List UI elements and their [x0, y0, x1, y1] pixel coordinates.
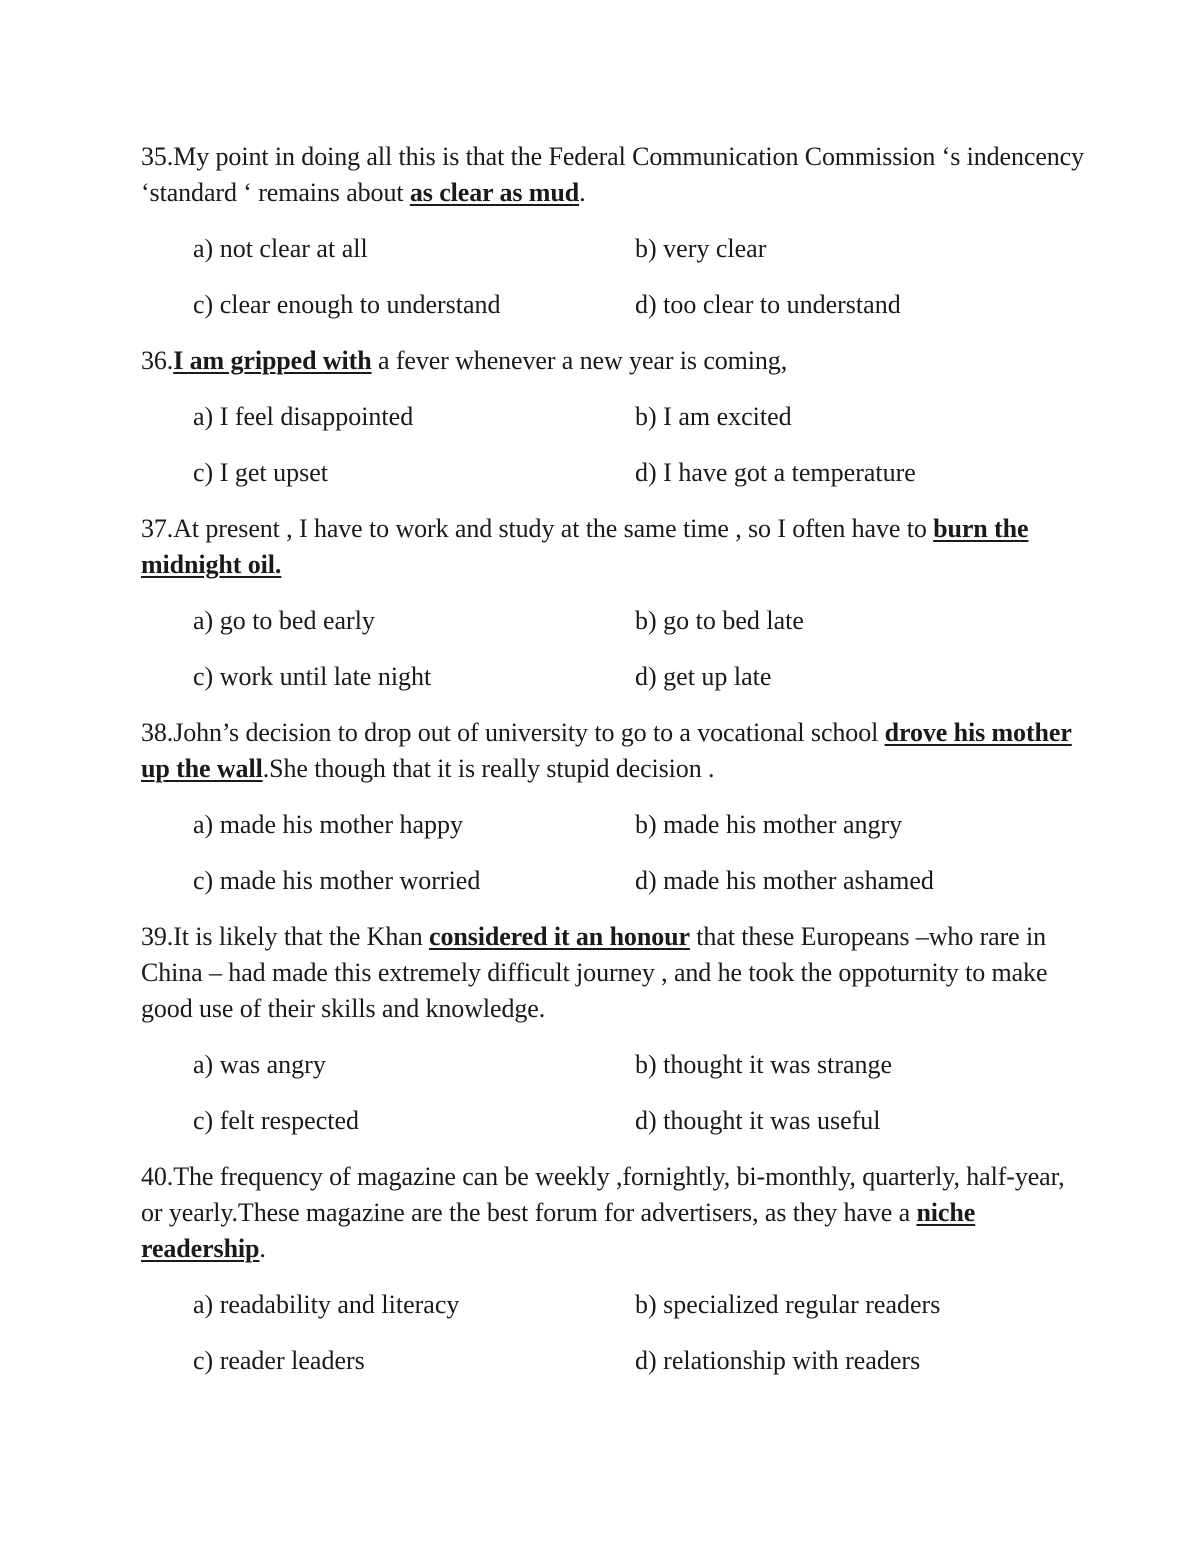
question-39-option-a[interactable]: a) was angry [193, 1050, 326, 1079]
question-36-option-c[interactable]: c) I get upset [193, 458, 329, 487]
question-40-option-d[interactable]: d) relationship with readers [635, 1346, 921, 1375]
question-35-option-c[interactable]: c) clear enough to understand [193, 290, 501, 319]
question-39-option-d[interactable]: d) thought it was useful [635, 1106, 881, 1135]
question-40-option-a[interactable]: a) readability and literacy [193, 1290, 460, 1319]
question-40-option-c[interactable]: c) reader leaders [193, 1346, 365, 1375]
question-35 [141, 139, 1101, 211]
question-39-text-end: that these Europeans –who rare in China – had made this extremely difficult journey , and he took the oppoturnity to make good use of their skills and knowledge. [141, 922, 1048, 1023]
question-39 [141, 919, 1101, 1027]
question-39-option-b[interactable]: b) thought it was strange [635, 1050, 893, 1079]
question-36-text: a fever whenever a new year is coming, [371, 346, 788, 375]
question-36-option-b[interactable]: b) I am excited [635, 402, 792, 431]
question-38-option-c[interactable]: c) made his mother worried [193, 866, 481, 895]
question-38-underlined-phrase: drove his mother up the wall [141, 718, 1072, 783]
question-35-option-b[interactable]: b) very clear [635, 234, 767, 263]
question-38-option-a[interactable]: a) made his mother happy [193, 810, 464, 839]
question-36-option-a[interactable]: a) I feel disappointed [193, 402, 414, 431]
question-39-text: 39.It is likely that the Khan [141, 922, 430, 951]
question-35-text-end: . [579, 178, 586, 207]
question-40-option-b[interactable]: b) specialized regular readers [635, 1290, 941, 1319]
question-38-option-d[interactable]: d) made his mother ashamed [635, 866, 934, 895]
question-37-underlined-phrase: burn the midnight oil. [141, 514, 1029, 579]
question-35-option-d[interactable]: d) too clear to understand [635, 290, 901, 319]
question-36-option-d[interactable]: d) I have got a temperature [635, 458, 916, 487]
question-37-option-d[interactable]: d) get up late [635, 662, 772, 691]
question-37-option-a[interactable]: a) go to bed early [193, 606, 375, 635]
question-35-text: 35.My point in doing all this is that the Federal Communication Commission ‘s indencency ‘standard ‘ remains about [141, 142, 1084, 207]
question-40-text-end: . [259, 1234, 266, 1263]
question-35-option-a[interactable]: a) not clear at all [193, 234, 368, 263]
question-37-option-c[interactable]: c) work until late night [193, 662, 432, 691]
question-40-underlined-phrase: niche readership [141, 1198, 976, 1263]
question-36-number: 36. [141, 346, 174, 375]
question-39-underlined-phrase: considered it an honour [429, 922, 690, 951]
question-39-option-c[interactable]: c) felt respected [193, 1106, 360, 1135]
question-35-underlined-phrase: as clear as mud [409, 178, 580, 207]
question-40-text: 40.The frequency of magazine can be weekly ,fornightly, bi-monthly, quarterly, half-year, or yearly.These magazine are the best forum for advertisers, as they have a [141, 1162, 1065, 1227]
question-38-text-end: .She though that it is really stupid decision . [262, 754, 715, 783]
question-37-option-b[interactable]: b) go to bed late [635, 606, 804, 635]
question-38-text: 38.John’s decision to drop out of university to go to a vocational school [141, 718, 885, 747]
question-36-underlined-phrase: I am gripped with [173, 346, 372, 375]
question-36 [141, 343, 1101, 379]
question-38 [141, 715, 1101, 787]
question-37-text: 37.At present , I have to work and study at the same time , so I often have to [141, 514, 934, 543]
question-38-option-b[interactable]: b) made his mother angry [635, 810, 903, 839]
question-40 [141, 1159, 1086, 1267]
question-37 [141, 511, 1101, 583]
